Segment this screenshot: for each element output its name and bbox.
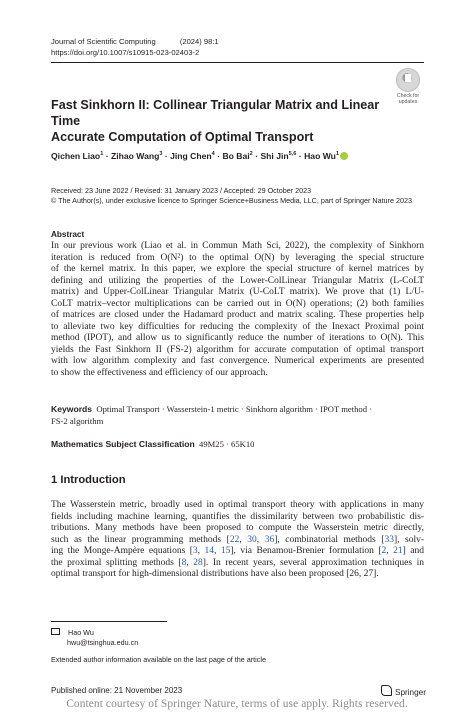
corresponding-name: Hao Wu	[68, 628, 94, 637]
author-separator: ·	[217, 150, 221, 161]
abstract-line: yields the Fast Sinkhorn II (FS-2) algorithm for accurate computation of optimal transport	[51, 344, 424, 355]
journal-volume: (2024) 98:1	[179, 37, 219, 46]
abstract-line: matrix) and Upper-ColLinear Triangular Matrix (U-CoLT matrix). We prove that (1) L/U-	[51, 287, 424, 298]
author-name[interactable]: Bo Bai	[222, 150, 250, 161]
abstract-line: CoLT matrix–vector multiplications can be carried out in O(N) operations; (2) both families	[51, 298, 424, 309]
envelope-icon	[51, 628, 60, 635]
introduction-body	[51, 500, 424, 581]
author-separator: ·	[255, 150, 259, 161]
received-dates: Received: 23 June 2022 / Revised: 31 January 2023 / Accepted: 29 October 2023	[51, 186, 312, 195]
springer-horse-icon	[381, 685, 392, 696]
journal-header	[51, 37, 241, 58]
check-for-updates-icon	[396, 68, 420, 92]
intro-line: fields including machine learning, quantifies the dissimilarity between two probabilistic dis-	[51, 511, 424, 522]
badge-text-2: updates	[398, 98, 418, 105]
intro-text: ]. In recent years, several approximation techniques in	[202, 557, 424, 568]
title-line-2: Accurate Computation of Optimal Transport	[51, 130, 314, 144]
msc-value: 49M25 · 65K10	[199, 439, 255, 449]
author-separator: ·	[105, 150, 109, 161]
author-affiliation: 1	[335, 151, 340, 157]
citation-link[interactable]: 28	[193, 557, 203, 568]
intro-line: such as the linear programming methods [22, 30, 36], combinatorial methods [33], solv-	[51, 534, 425, 545]
intro-text: ], solv-	[393, 534, 425, 545]
abstract-heading: Abstract	[51, 230, 85, 239]
intro-line: optimal transport for high-dimensional distributions have also been proposed [26, 27].	[51, 569, 379, 580]
intro-line: ing the Monge-Ampère equations [3, 14, 15], via Benamou-Brenier formulation [2, 21] and	[51, 546, 425, 557]
author-name[interactable]: Zihao Wang	[110, 150, 160, 161]
email-link[interactable]: hwu@tsinghua.edu.cn	[67, 638, 139, 648]
msc-classification	[51, 439, 254, 451]
citation-link[interactable]: 36	[264, 534, 275, 545]
title-line-1: Fast Sinkhorn II: Collinear Triangular Matrix and Linear Time	[51, 98, 380, 128]
citation-link[interactable]: 14	[204, 546, 215, 557]
published-date: Published online: 21 November 2023	[51, 686, 183, 695]
orcid-icon[interactable]	[340, 152, 348, 160]
abstract-line: method (IPOT), and allow us to significantly reduce the number of iterations to O(N). This	[51, 333, 424, 344]
author-name[interactable]: Jing Chen	[170, 150, 212, 161]
abstract-line: to alleviate two key difficulties for reducing the complexity of the Inexact Proximal point	[51, 321, 424, 332]
extended-info-note: Extended author information available on the last page of the article	[51, 655, 266, 664]
intro-line: The Wasserstein metric, broadly used in optimal transport theory with applications in many	[51, 500, 424, 510]
intro-text: ing the Monge-Ampère equations [	[51, 546, 193, 557]
abstract-line: In our previous work (Liao et al. in Commun Math Sci, 2022), the complexity of Sinkhorn	[51, 241, 424, 251]
citation-link[interactable]: 22	[229, 534, 240, 545]
abstract-line: of matrices are closed under the Hadamard product and matrix scaling. These properties help	[51, 310, 424, 321]
badge-text-1: Check for	[396, 93, 420, 99]
citation-link[interactable]: 15	[220, 546, 231, 557]
section-heading: 1 Introduction	[51, 474, 126, 486]
intro-line: the proximal splitting methods [8, 28]. In recent years, several approximation techniques in	[51, 557, 424, 568]
article-title	[51, 97, 391, 145]
copyright-line: © The Author(s), under exclusive licence to Springer Science+Business Media, LLC, part of Springer Nature 2023	[51, 196, 412, 206]
publisher-name: Springer	[395, 688, 426, 697]
author-separator: ·	[164, 150, 168, 161]
article-dates	[51, 186, 431, 207]
citation-link[interactable]: 33	[384, 534, 394, 545]
intro-text: such as the linear programming methods [	[51, 534, 230, 545]
author-name[interactable]: Qichen Liao	[51, 150, 101, 161]
author-name[interactable]: Hao Wu	[304, 150, 336, 161]
citation-link[interactable]: 2	[381, 546, 387, 557]
abstract-body	[51, 241, 424, 380]
intro-text: the proximal splitting methods [	[51, 557, 182, 568]
citation-link[interactable]: 8	[181, 557, 187, 568]
intro-line: tributions. Many methods have been proposed to compute the Wasserstein metric directly,	[51, 523, 424, 534]
citation-link[interactable]: 30	[247, 534, 257, 545]
author-name[interactable]: Shi Jin	[260, 150, 289, 161]
author-list	[51, 148, 424, 162]
corresponding-author	[51, 628, 138, 649]
citation-link[interactable]: 21	[393, 546, 403, 557]
doi-link[interactable]: https://doi.org/10.1007/s10915-023-02403-2	[51, 47, 200, 57]
msc-label: Mathematics Subject Classification	[51, 439, 195, 449]
author-affiliation: 5,6	[288, 151, 297, 157]
abstract-line: with low algorithm complexity and fast convergence. Numerical experiments are presented	[51, 356, 424, 367]
publisher-logo	[381, 685, 426, 697]
citation-link[interactable]: 3	[192, 546, 198, 557]
intro-text: ], combinatorial methods [	[274, 534, 385, 545]
author-affiliation: 1	[100, 151, 104, 157]
intro-text: ] and	[402, 546, 425, 557]
keywords	[51, 404, 424, 427]
journal-name: Journal of Scientific Computing	[51, 37, 156, 46]
keywords-line-2: FS-2 algorithm	[51, 415, 104, 426]
author-affiliation: 4	[211, 151, 215, 157]
abstract-line: defining and utilizing the properties of the Lower-ColLinear Triangular Matrix (L-CoLT	[51, 275, 424, 286]
check-for-updates-badge[interactable]	[393, 68, 423, 106]
keywords-line-1: Optimal Transport · Wasserstein-1 metric · Sinkhorn algorithm · IPOT method ·	[96, 404, 373, 414]
author-affiliation: 2	[249, 151, 253, 157]
author-separator: ·	[298, 150, 302, 161]
keywords-label: Keywords	[51, 404, 93, 414]
abstract-line: to show the effectiveness and efficiency of our approach.	[51, 368, 268, 379]
abstract-line: of the kernel matrix. In this paper, we explore the special structure of kernel matrices by	[51, 264, 424, 275]
header-rule	[51, 62, 424, 63]
author-affiliation: 3	[159, 151, 163, 157]
courtesy-watermark: Content courtesy of Springer Nature, terms of use apply. Rights reserved.	[66, 698, 408, 710]
intro-text: ], via Benamou-Brenier formulation [	[230, 546, 382, 557]
footnote-rule	[51, 621, 167, 622]
abstract-line: iteration is reduced from O(N²) to the optimal O(N) by leveraging the special structure	[51, 252, 424, 263]
